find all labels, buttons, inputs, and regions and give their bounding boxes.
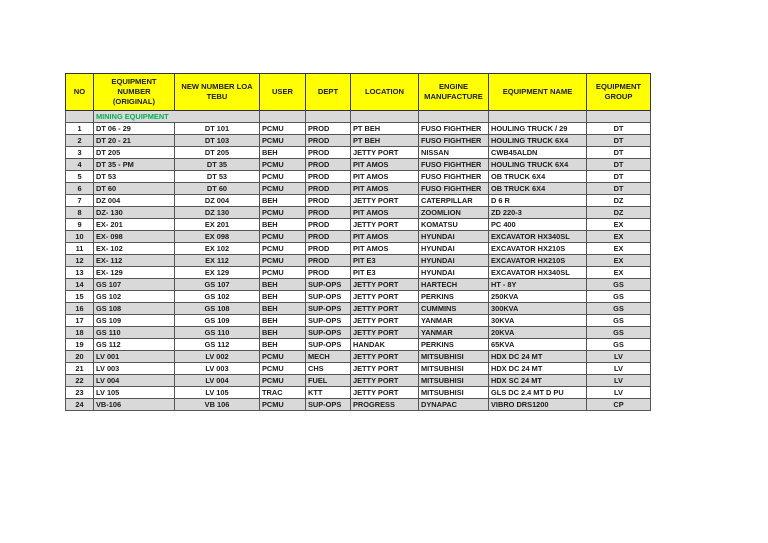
cell-location[interactable]: JETTY PORT xyxy=(351,147,419,159)
cell-equipment-name[interactable]: HDX DC 24 MT xyxy=(489,351,587,363)
cell-engine-manufacture[interactable]: MITSUBHISI xyxy=(419,375,489,387)
cell-new-number[interactable]: LV 004 xyxy=(175,375,260,387)
section-cell-empty[interactable] xyxy=(587,111,651,123)
cell-user[interactable]: BEH xyxy=(260,327,306,339)
cell-user[interactable]: BEH xyxy=(260,303,306,315)
cell-user[interactable]: BEH xyxy=(260,279,306,291)
cell-location[interactable]: JETTY PORT xyxy=(351,387,419,399)
cell-new-number[interactable]: GS 112 xyxy=(175,339,260,351)
cell-new-number[interactable]: EX 201 xyxy=(175,219,260,231)
cell-location[interactable]: PIT AMOS xyxy=(351,243,419,255)
cell-equipment-number[interactable]: GS 107 xyxy=(94,279,175,291)
cell-location[interactable]: JETTY PORT xyxy=(351,279,419,291)
cell-dept[interactable]: PROD xyxy=(306,243,351,255)
cell-user[interactable]: BEH xyxy=(260,291,306,303)
cell-dept[interactable]: PROD xyxy=(306,207,351,219)
cell-dept[interactable]: PROD xyxy=(306,147,351,159)
cell-equipment-name[interactable]: 30KVA xyxy=(489,315,587,327)
cell-equipment-group[interactable]: LV xyxy=(587,363,651,375)
cell-equipment-number[interactable]: LV 003 xyxy=(94,363,175,375)
section-cell-empty[interactable] xyxy=(306,111,351,123)
cell-location[interactable]: JETTY PORT xyxy=(351,375,419,387)
table-row xyxy=(66,147,651,159)
cell-location[interactable]: PIT AMOS xyxy=(351,171,419,183)
cell-equipment-group[interactable]: LV xyxy=(587,375,651,387)
cell-equipment-number[interactable]: GS 108 xyxy=(94,303,175,315)
cell-equipment-group[interactable]: GS xyxy=(587,279,651,291)
cell-location[interactable]: JETTY PORT xyxy=(351,363,419,375)
table-row xyxy=(66,171,651,183)
cell-equipment-name[interactable]: 250KVA xyxy=(489,291,587,303)
cell-location[interactable]: PT BEH xyxy=(351,123,419,135)
cell-new-number[interactable]: DT 35 xyxy=(175,159,260,171)
cell-no[interactable]: 22 xyxy=(66,375,94,387)
table-row xyxy=(66,291,651,303)
table-row xyxy=(66,351,651,363)
cell-equipment-number[interactable]: LV 105 xyxy=(94,387,175,399)
cell-equipment-name[interactable]: HOULING TRUCK / 29 xyxy=(489,123,587,135)
cell-no[interactable]: 9 xyxy=(66,219,94,231)
header-equipment-group[interactable]: EQUIPMENT GROUP xyxy=(587,74,651,111)
cell-equipment-number[interactable]: DT 06 - 29 xyxy=(94,123,175,135)
cell-equipment-number[interactable]: DZ- 130 xyxy=(94,207,175,219)
cell-engine-manufacture[interactable]: FUSO FIGHTHER xyxy=(419,171,489,183)
cell-location[interactable]: PROGRESS xyxy=(351,399,419,411)
cell-new-number[interactable]: EX 102 xyxy=(175,243,260,255)
cell-equipment-name[interactable]: 65KVA xyxy=(489,339,587,351)
cell-engine-manufacture[interactable]: MITSUBHISI xyxy=(419,387,489,399)
cell-no[interactable]: 20 xyxy=(66,351,94,363)
cell-engine-manufacture[interactable]: KOMATSU xyxy=(419,219,489,231)
table-row xyxy=(66,375,651,387)
cell-new-number[interactable]: GS 110 xyxy=(175,327,260,339)
cell-engine-manufacture[interactable]: PERKINS xyxy=(419,291,489,303)
cell-user[interactable]: BEH xyxy=(260,147,306,159)
cell-location[interactable]: PIT AMOS xyxy=(351,183,419,195)
cell-no[interactable]: 21 xyxy=(66,363,94,375)
cell-location[interactable]: PIT AMOS xyxy=(351,231,419,243)
cell-user[interactable]: BEH xyxy=(260,195,306,207)
cell-dept[interactable]: PROD xyxy=(306,159,351,171)
cell-engine-manufacture[interactable]: MITSUBHISI xyxy=(419,351,489,363)
cell-dept[interactable]: FUEL xyxy=(306,375,351,387)
header-location[interactable]: LOCATION xyxy=(351,74,419,111)
cell-equipment-name[interactable]: HDX DC 24 MT xyxy=(489,363,587,375)
table-row xyxy=(66,219,651,231)
table-row xyxy=(66,231,651,243)
header-user[interactable]: USER xyxy=(260,74,306,111)
cell-new-number[interactable]: EX 112 xyxy=(175,255,260,267)
cell-dept[interactable]: PROD xyxy=(306,219,351,231)
cell-equipment-group[interactable]: GS xyxy=(587,327,651,339)
cell-equipment-group[interactable]: DZ xyxy=(587,207,651,219)
table-row xyxy=(66,195,651,207)
cell-equipment-group[interactable]: CP xyxy=(587,399,651,411)
cell-equipment-name[interactable]: 300KVA xyxy=(489,303,587,315)
table-row xyxy=(66,339,651,351)
cell-new-number[interactable]: GS 109 xyxy=(175,315,260,327)
cell-engine-manufacture[interactable]: YANMAR xyxy=(419,315,489,327)
cell-user[interactable]: PCMU xyxy=(260,351,306,363)
section-cell-empty[interactable] xyxy=(260,111,306,123)
cell-location[interactable]: JETTY PORT xyxy=(351,195,419,207)
cell-user[interactable]: PCMU xyxy=(260,243,306,255)
cell-no[interactable]: 15 xyxy=(66,291,94,303)
cell-equipment-number[interactable]: GS 102 xyxy=(94,291,175,303)
cell-equipment-group[interactable]: GS xyxy=(587,291,651,303)
cell-equipment-number[interactable]: DT 60 xyxy=(94,183,175,195)
cell-equipment-number[interactable]: EX- 112 xyxy=(94,255,175,267)
cell-new-number[interactable]: EX 098 xyxy=(175,231,260,243)
cell-engine-manufacture[interactable]: PERKINS xyxy=(419,339,489,351)
cell-location[interactable]: PIT E3 xyxy=(351,267,419,279)
cell-equipment-number[interactable]: DT 205 xyxy=(94,147,175,159)
header-row xyxy=(66,74,651,111)
cell-new-number[interactable]: DT 101 xyxy=(175,123,260,135)
cell-dept[interactable]: PROD xyxy=(306,171,351,183)
cell-user[interactable]: BEH xyxy=(260,315,306,327)
table-row xyxy=(66,255,651,267)
cell-location[interactable]: PT BEH xyxy=(351,135,419,147)
cell-equipment-group[interactable]: GS xyxy=(587,339,651,351)
cell-equipment-name[interactable]: EXCAVATOR HX340SL xyxy=(489,267,587,279)
cell-no[interactable]: 2 xyxy=(66,135,94,147)
cell-user[interactable]: PCMU xyxy=(260,255,306,267)
table-row xyxy=(66,159,651,171)
section-cell-empty[interactable] xyxy=(66,111,94,123)
cell-equipment-group[interactable]: DZ xyxy=(587,195,651,207)
cell-user[interactable]: PCMU xyxy=(260,363,306,375)
cell-location[interactable]: JETTY PORT xyxy=(351,327,419,339)
cell-user[interactable]: BEH xyxy=(260,219,306,231)
cell-no[interactable]: 1 xyxy=(66,123,94,135)
cell-dept[interactable]: SUP-OPS xyxy=(306,327,351,339)
cell-dept[interactable]: PROD xyxy=(306,123,351,135)
cell-new-number[interactable]: LV 105 xyxy=(175,387,260,399)
table-row xyxy=(66,135,651,147)
table-row xyxy=(66,387,651,399)
cell-equipment-name[interactable]: OB TRUCK 6X4 xyxy=(489,183,587,195)
cell-engine-manufacture[interactable]: FUSO FIGHTHER xyxy=(419,123,489,135)
cell-engine-manufacture[interactable]: HYUNDAI xyxy=(419,231,489,243)
cell-equipment-name[interactable]: ZD 220-3 xyxy=(489,207,587,219)
cell-engine-manufacture[interactable]: HYUNDAI xyxy=(419,267,489,279)
cell-equipment-name[interactable]: OB TRUCK 6X4 xyxy=(489,171,587,183)
cell-dept[interactable]: PROD xyxy=(306,255,351,267)
cell-dept[interactable]: PROD xyxy=(306,267,351,279)
cell-equipment-group[interactable]: DT xyxy=(587,147,651,159)
cell-user[interactable]: BEH xyxy=(260,339,306,351)
cell-dept[interactable]: SUP-OPS xyxy=(306,279,351,291)
cell-dept[interactable]: SUP-OPS xyxy=(306,315,351,327)
cell-equipment-name[interactable]: EXCAVATOR HX210S xyxy=(489,255,587,267)
cell-engine-manufacture[interactable]: CUMMINS xyxy=(419,303,489,315)
cell-equipment-group[interactable]: GS xyxy=(587,303,651,315)
cell-new-number[interactable]: DZ 130 xyxy=(175,207,260,219)
cell-equipment-group[interactable]: EX xyxy=(587,243,651,255)
cell-no[interactable]: 7 xyxy=(66,195,94,207)
cell-dept[interactable]: SUP-OPS xyxy=(306,303,351,315)
cell-location[interactable]: JETTY PORT xyxy=(351,303,419,315)
cell-equipment-number[interactable]: GS 109 xyxy=(94,315,175,327)
cell-equipment-group[interactable]: DT xyxy=(587,171,651,183)
section-cell-empty[interactable] xyxy=(351,111,419,123)
cell-new-number[interactable]: GS 107 xyxy=(175,279,260,291)
cell-new-number[interactable]: DT 60 xyxy=(175,183,260,195)
cell-user[interactable]: PCMU xyxy=(260,171,306,183)
cell-no[interactable]: 23 xyxy=(66,387,94,399)
table-row xyxy=(66,207,651,219)
cell-user[interactable]: PCMU xyxy=(260,135,306,147)
cell-user[interactable]: PCMU xyxy=(260,159,306,171)
cell-engine-manufacture[interactable]: DYNAPAC xyxy=(419,399,489,411)
cell-no[interactable]: 14 xyxy=(66,279,94,291)
cell-equipment-group[interactable]: DT xyxy=(587,123,651,135)
section-row xyxy=(66,111,651,123)
table-row xyxy=(66,267,651,279)
cell-dept[interactable]: PROD xyxy=(306,183,351,195)
cell-equipment-group[interactable]: LV xyxy=(587,351,651,363)
cell-user[interactable]: PCMU xyxy=(260,399,306,411)
cell-location[interactable]: JETTY PORT xyxy=(351,315,419,327)
cell-new-number[interactable]: GS 108 xyxy=(175,303,260,315)
cell-dept[interactable]: SUP-OPS xyxy=(306,339,351,351)
cell-location[interactable]: HANDAK xyxy=(351,339,419,351)
cell-user[interactable]: PCMU xyxy=(260,375,306,387)
cell-engine-manufacture[interactable]: FUSO FIGHTHER xyxy=(419,159,489,171)
cell-equipment-number[interactable]: GS 112 xyxy=(94,339,175,351)
cell-new-number[interactable]: DZ 004 xyxy=(175,195,260,207)
header-equipment-number[interactable]: EQUIPMENT NUMBER (ORIGINAL) xyxy=(94,74,175,111)
cell-location[interactable]: JETTY PORT xyxy=(351,351,419,363)
cell-location[interactable]: JETTY PORT xyxy=(351,219,419,231)
cell-user[interactable]: PCMU xyxy=(260,207,306,219)
cell-no[interactable]: 24 xyxy=(66,399,94,411)
cell-no[interactable]: 3 xyxy=(66,147,94,159)
cell-equipment-name[interactable]: VIBRO DRS1200 xyxy=(489,399,587,411)
cell-engine-manufacture[interactable]: FUSO FIGHTHER xyxy=(419,183,489,195)
cell-equipment-name[interactable]: HOULING TRUCK 6X4 xyxy=(489,135,587,147)
header-equipment-name[interactable]: EQUIPMENT NAME xyxy=(489,74,587,111)
cell-equipment-number[interactable]: EX- 098 xyxy=(94,231,175,243)
cell-equipment-name[interactable]: CWB45ALDN xyxy=(489,147,587,159)
cell-engine-manufacture[interactable]: MITSUBHISI xyxy=(419,363,489,375)
table-row xyxy=(66,183,651,195)
cell-new-number[interactable]: LV 002 xyxy=(175,351,260,363)
cell-equipment-name[interactable]: HT - 8Y xyxy=(489,279,587,291)
cell-equipment-group[interactable]: DT xyxy=(587,135,651,147)
table-row xyxy=(66,327,651,339)
section-cell-empty[interactable] xyxy=(489,111,587,123)
table-row xyxy=(66,303,651,315)
cell-dept[interactable]: PROD xyxy=(306,135,351,147)
cell-engine-manufacture[interactable]: HYUNDAI xyxy=(419,243,489,255)
cell-no[interactable]: 13 xyxy=(66,267,94,279)
cell-no[interactable]: 16 xyxy=(66,303,94,315)
cell-engine-manufacture[interactable]: HYUNDAI xyxy=(419,255,489,267)
cell-new-number[interactable]: DT 103 xyxy=(175,135,260,147)
cell-equipment-group[interactable]: LV xyxy=(587,387,651,399)
cell-equipment-number[interactable]: DT 53 xyxy=(94,171,175,183)
cell-equipment-group[interactable]: DT xyxy=(587,159,651,171)
cell-no[interactable]: 6 xyxy=(66,183,94,195)
cell-user[interactable]: PCMU xyxy=(260,231,306,243)
cell-engine-manufacture[interactable]: ZOOMLION xyxy=(419,207,489,219)
cell-no[interactable]: 5 xyxy=(66,171,94,183)
cell-no[interactable]: 11 xyxy=(66,243,94,255)
cell-equipment-name[interactable]: D 6 R xyxy=(489,195,587,207)
cell-dept[interactable]: SUP-OPS xyxy=(306,291,351,303)
cell-engine-manufacture[interactable]: CATERPILLAR xyxy=(419,195,489,207)
cell-equipment-group[interactable]: EX xyxy=(587,219,651,231)
cell-equipment-number[interactable]: DZ 004 xyxy=(94,195,175,207)
cell-equipment-name[interactable]: PC 400 xyxy=(489,219,587,231)
cell-equipment-number[interactable]: DT 35 - PM xyxy=(94,159,175,171)
cell-user[interactable]: TRAC xyxy=(260,387,306,399)
cell-equipment-number[interactable]: LV 004 xyxy=(94,375,175,387)
header-dept[interactable]: DEPT xyxy=(306,74,351,111)
cell-equipment-group[interactable]: EX xyxy=(587,255,651,267)
cell-location[interactable]: PIT AMOS xyxy=(351,207,419,219)
cell-equipment-name[interactable]: EXCAVATOR HX340SL xyxy=(489,231,587,243)
cell-no[interactable]: 19 xyxy=(66,339,94,351)
cell-no[interactable]: 12 xyxy=(66,255,94,267)
cell-no[interactable]: 18 xyxy=(66,327,94,339)
header-new-number[interactable]: NEW NUMBER LOA TEBU xyxy=(175,74,260,111)
table-row xyxy=(66,399,651,411)
cell-dept[interactable]: MECH xyxy=(306,351,351,363)
cell-no[interactable]: 17 xyxy=(66,315,94,327)
cell-engine-manufacture[interactable]: FUSO FIGHTHER xyxy=(419,135,489,147)
cell-new-number[interactable]: GS 102 xyxy=(175,291,260,303)
cell-user[interactable]: PCMU xyxy=(260,123,306,135)
cell-equipment-number[interactable]: GS 110 xyxy=(94,327,175,339)
cell-equipment-name[interactable]: HOULING TRUCK 6X4 xyxy=(489,159,587,171)
header-no[interactable]: NO xyxy=(66,74,94,111)
cell-no[interactable]: 8 xyxy=(66,207,94,219)
cell-equipment-number[interactable]: EX- 102 xyxy=(94,243,175,255)
cell-new-number[interactable]: LV 003 xyxy=(175,363,260,375)
table-row xyxy=(66,363,651,375)
cell-user[interactable]: PCMU xyxy=(260,183,306,195)
equipment-table xyxy=(65,73,651,411)
cell-equipment-group[interactable]: EX xyxy=(587,267,651,279)
spreadsheet xyxy=(65,73,651,411)
cell-equipment-group[interactable]: DT xyxy=(587,183,651,195)
cell-dept[interactable]: SUP-OPS xyxy=(306,399,351,411)
cell-equipment-number[interactable]: EX- 201 xyxy=(94,219,175,231)
cell-location[interactable]: JETTY PORT xyxy=(351,291,419,303)
cell-location[interactable]: PIT AMOS xyxy=(351,159,419,171)
cell-dept[interactable]: PROD xyxy=(306,231,351,243)
table-row xyxy=(66,315,651,327)
cell-new-number[interactable]: DT 205 xyxy=(175,147,260,159)
cell-equipment-group[interactable]: EX xyxy=(587,231,651,243)
cell-dept[interactable]: CHS xyxy=(306,363,351,375)
cell-equipment-number[interactable]: DT 20 - 21 xyxy=(94,135,175,147)
cell-equipment-number[interactable]: VB-106 xyxy=(94,399,175,411)
table-row xyxy=(66,279,651,291)
cell-engine-manufacture[interactable]: YANMAR xyxy=(419,327,489,339)
cell-engine-manufacture[interactable]: NISSAN xyxy=(419,147,489,159)
cell-equipment-name[interactable]: HDX SC 24 MT xyxy=(489,375,587,387)
cell-engine-manufacture[interactable]: HARTECH xyxy=(419,279,489,291)
cell-no[interactable]: 4 xyxy=(66,159,94,171)
header-engine-manufacture[interactable]: ENGINE MANUFACTURE xyxy=(419,74,489,111)
cell-no[interactable]: 10 xyxy=(66,231,94,243)
cell-new-number[interactable]: EX 129 xyxy=(175,267,260,279)
section-label[interactable]: MINING EQUIPMENT xyxy=(94,111,260,123)
cell-dept[interactable]: PROD xyxy=(306,195,351,207)
cell-dept[interactable]: KTT xyxy=(306,387,351,399)
cell-equipment-name[interactable]: EXCAVATOR HX210S xyxy=(489,243,587,255)
cell-equipment-group[interactable]: GS xyxy=(587,315,651,327)
cell-equipment-number[interactable]: EX- 129 xyxy=(94,267,175,279)
cell-user[interactable]: PCMU xyxy=(260,267,306,279)
cell-equipment-number[interactable]: LV 001 xyxy=(94,351,175,363)
cell-new-number[interactable]: DT 53 xyxy=(175,171,260,183)
cell-location[interactable]: PIT E3 xyxy=(351,255,419,267)
section-cell-empty[interactable] xyxy=(419,111,489,123)
table-row xyxy=(66,123,651,135)
cell-equipment-name[interactable]: GLS DC 2.4 MT D PU xyxy=(489,387,587,399)
cell-equipment-name[interactable]: 20KVA xyxy=(489,327,587,339)
cell-new-number[interactable]: VB 106 xyxy=(175,399,260,411)
table-row xyxy=(66,243,651,255)
